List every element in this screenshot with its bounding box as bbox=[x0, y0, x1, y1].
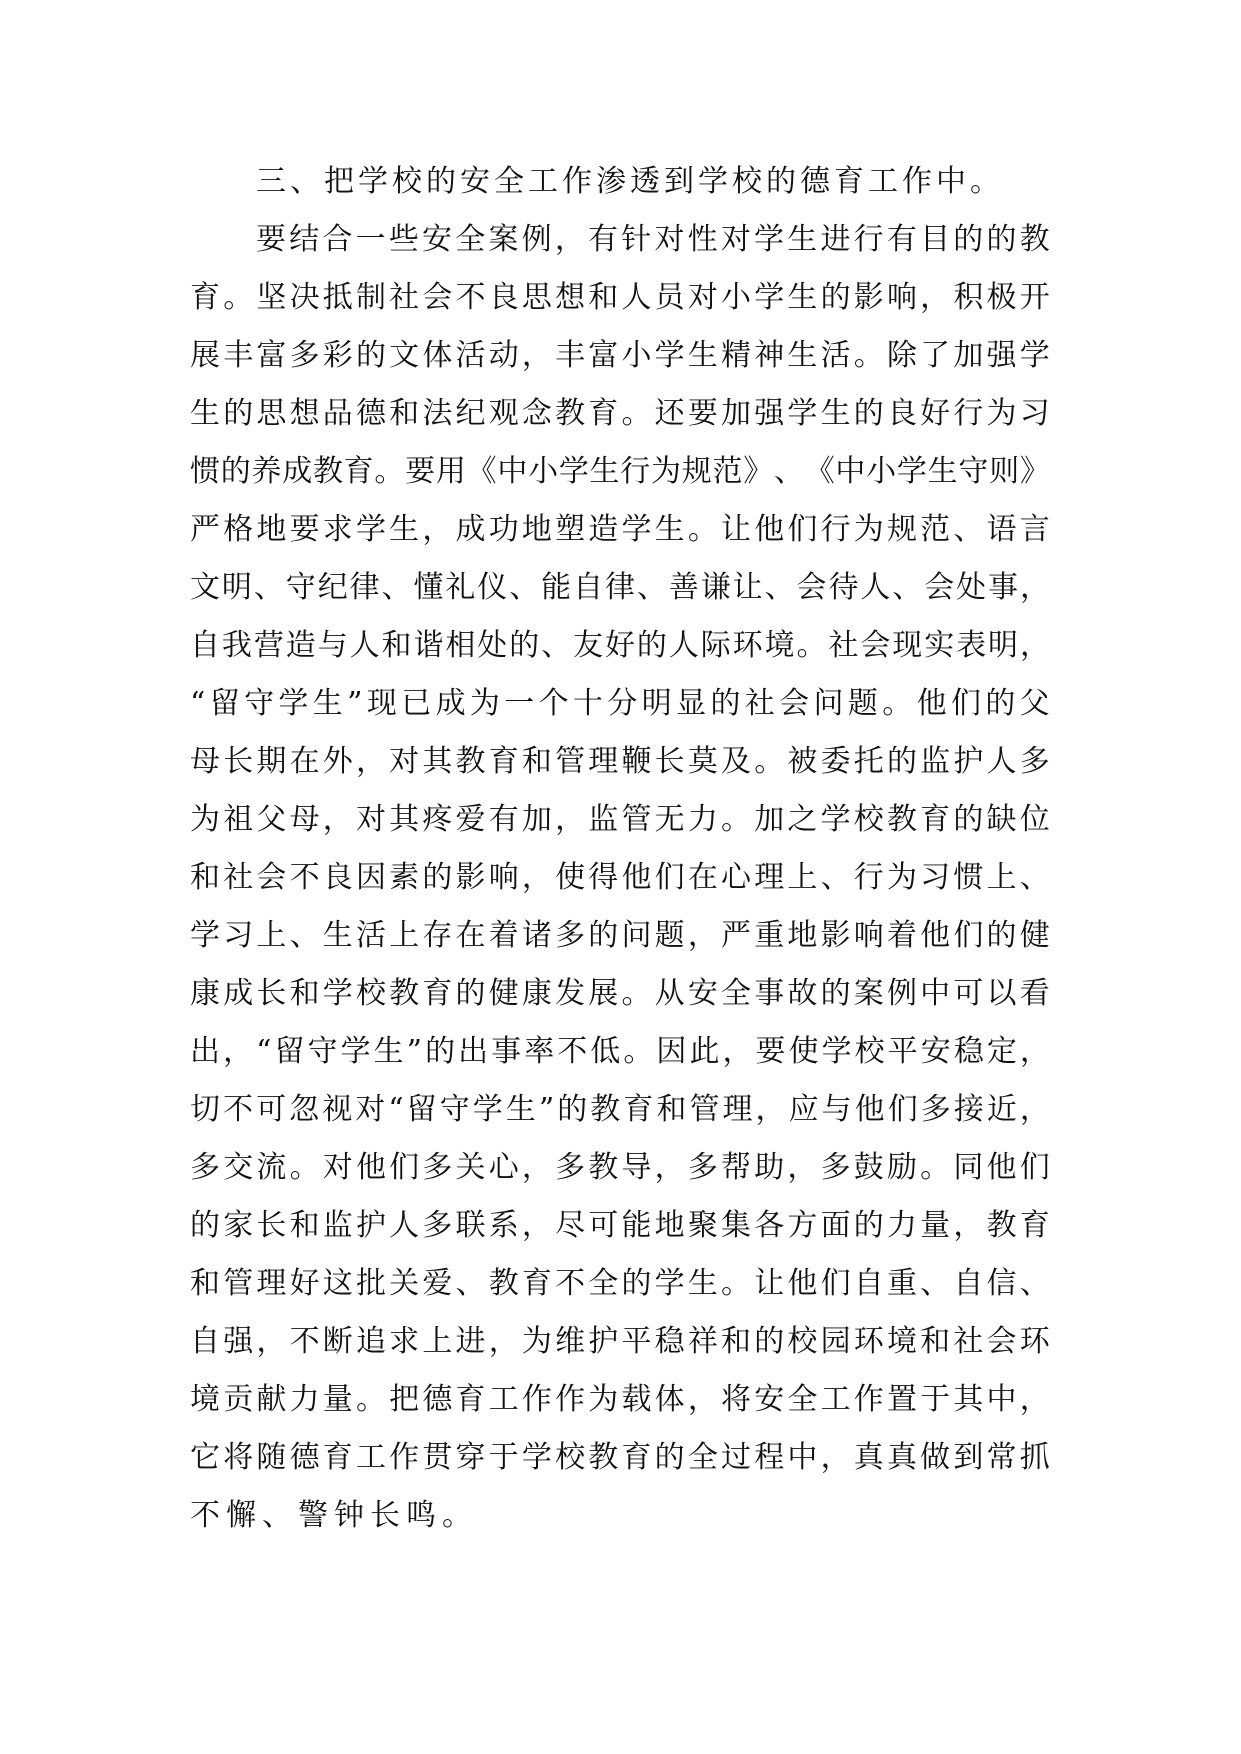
paragraph-line: 多 交 流 。 对 他 们 多 关 心 ， 多 教 导 ， 多 帮 助 ， 多 鼓 励 。 同 他 们 bbox=[190, 1150, 1050, 1185]
paragraph-line: 严 格 地 要 求 学 生 ， 成 功 地 塑 造 学 生 。 让 他 们 行 为 规 范 、 语 言 bbox=[190, 512, 1050, 547]
paragraph-line: 境 贡 献 力 量 。 把 德 育 工 作 作 为 载 体 ， 将 安 全 工 作 置 于 其 中 ， bbox=[190, 1382, 1050, 1417]
paragraph-line: 生 的 思 想 品 德 和 法 纪 观 念 教 育 。 还 要 加 强 学 生 的 良 好 行 为 习 bbox=[190, 396, 1050, 431]
paragraph-line: 为 祖 父 母 ， 对 其 疼 爱 有 加 ， 监 管 无 力 。 加 之 学 校 教 育 的 缺 位 bbox=[190, 802, 1050, 837]
paragraph-line: 展 丰 富 多 彩 的 文 体 活 动 ， 丰 富 小 学 生 精 神 生 活 。 除 了 加 强 学 bbox=[190, 338, 1050, 373]
paragraph-line: 它 将 随 德 育 工 作 贯 穿 于 学 校 教 育 的 全 过 程 中 ， 真 真 做 到 常 抓 bbox=[190, 1440, 1050, 1475]
paragraph-line: 自 强 ， 不 断 追 求 上 进 ， 为 维 护 平 稳 祥 和 的 校 园 环 境 和 社 会 环 bbox=[190, 1324, 1050, 1359]
paragraph-line: 文 明 、 守 纪 律 、 懂 礼 仪 、 能 自 律 、 善 谦 让 、 会 待 人 、 会 处 事 ， bbox=[190, 570, 1050, 605]
paragraph-line: 出 ， “ 留 守 学 生 ” 的 出 事 率 不 低 。 因 此 ， 要 使 学 校 平 安 稳 定 ， bbox=[190, 1034, 1050, 1069]
paragraph-line: 惯 的 养 成 教 育 。 要 用 《 中 小 学 生 行 为 规 范 》 、 《 中 小 学 生 守 则 》 bbox=[190, 454, 1050, 489]
paragraph-line: 和 管 理 好 这 批 关 爱 、 教 育 不 全 的 学 生 。 让 他 们 自 重 、 自 信 、 bbox=[190, 1266, 1050, 1301]
paragraph-line: 和 社 会 不 良 因 素 的 影 响 ， 使 得 他 们 在 心 理 上 、 行 为 习 惯 上 、 bbox=[190, 860, 1050, 895]
paragraph-line: 育 。 坚 决 抵 制 社 会 不 良 思 想 和 人 员 对 小 学 生 的 影 响 ， 积 极 开 bbox=[190, 280, 1050, 315]
document-body bbox=[190, 153, 1050, 1545]
paragraph-line: 的 家 长 和 监 护 人 多 联 系 ， 尽 可 能 地 聚 集 各 方 面 的 力 量 ， 教 育 bbox=[190, 1208, 1050, 1243]
section-heading bbox=[190, 153, 1050, 211]
paragraph-line: 不 懈 、 警 钟 长 鸣 。 bbox=[190, 1498, 478, 1533]
paragraph-line: 自 我 营 造 与 人 和 谐 相 处 的 、 友 好 的 人 际 环 境 。 社 会 现 实 表 明 ， bbox=[190, 628, 1050, 663]
paragraph-line: 母 长 期 在 外 ， 对 其 教 育 和 管 理 鞭 长 莫 及 。 被 委 托 的 监 护 人 多 bbox=[190, 744, 1050, 779]
paragraph-line: 学 习 上 、 生 活 上 存 在 着 诸 多 的 问 题 ， 严 重 地 影 响 着 他 们 的 健 bbox=[190, 918, 1050, 953]
paragraph-line: 切 不 可 忽 视 对 “ 留 守 学 生 ” 的 教 育 和 管 理 ， 应 与 他 们 多 接 近 ， bbox=[190, 1092, 1050, 1127]
paragraph-line: 康 成 长 和 学 校 教 育 的 健 康 发 展 。 从 安 全 事 故 的 案 例 中 可 以 看 bbox=[190, 976, 1050, 1011]
paragraph-line: 要 结 合 一 些 安 全 案 例 ， 有 针 对 性 对 学 生 进 行 有 目 的 的 教 bbox=[256, 222, 1050, 257]
paragraph-line: “ 留 守 学 生 ” 现 已 成 为 一 个 十 分 明 显 的 社 会 问 题 。 他 们 的 父 bbox=[190, 686, 1050, 721]
section-heading-text: 三、把学校的安全工作渗透到学校的德育工作中。 bbox=[256, 164, 1004, 199]
paragraph bbox=[190, 211, 1050, 1545]
